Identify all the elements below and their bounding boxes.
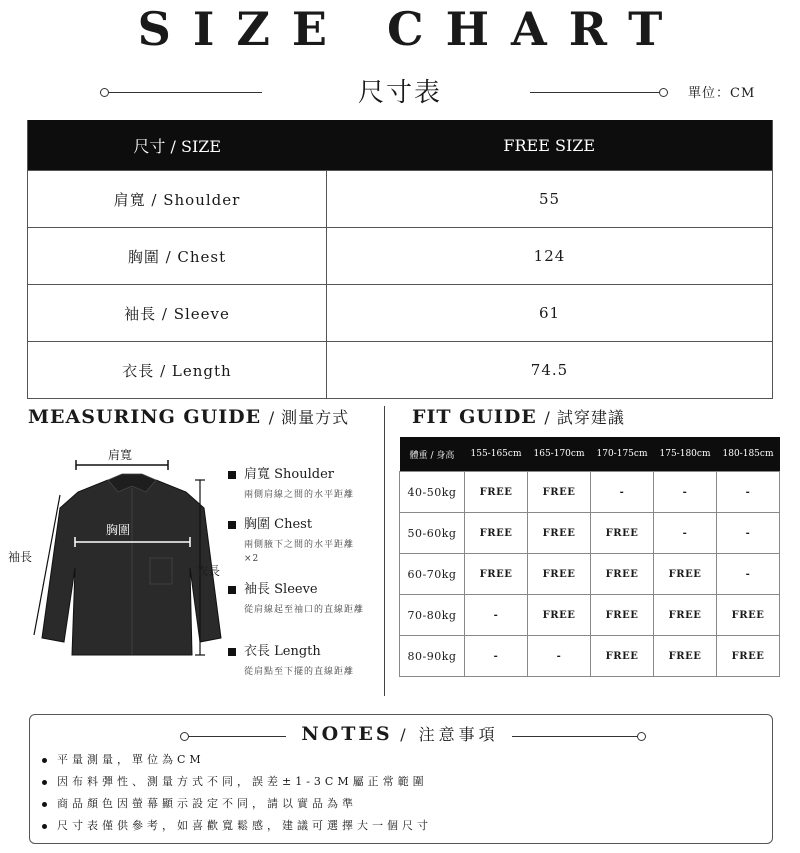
fit-cell: FREE	[528, 513, 591, 554]
measure-item-desc: ×2	[244, 554, 260, 564]
table-row	[400, 513, 780, 554]
table-row	[28, 285, 773, 342]
page-subtitle: 尺寸表	[357, 78, 442, 108]
measuring-guide-title-zh: / 測量方式	[268, 408, 350, 427]
fit-cell: -	[717, 513, 780, 554]
fit-corner-header: 體重 / 身高	[400, 437, 465, 472]
note-item	[42, 751, 205, 767]
size-table	[27, 120, 773, 399]
fit-cell: FREE	[528, 595, 591, 636]
diagram-chest-label: 胸圍	[106, 523, 131, 537]
note-text: 因布料彈性、測量方式不同，誤差±1-3CM屬正常範圍	[57, 775, 428, 788]
measure-item	[228, 463, 354, 500]
fit-cell: -	[528, 636, 591, 677]
table-row	[400, 472, 780, 513]
row-value: 55	[327, 171, 773, 228]
diagram-shoulder-label: 肩寬	[108, 448, 133, 462]
fit-cell: FREE	[654, 554, 717, 595]
table-row	[28, 342, 773, 399]
measure-item-desc: 兩側腋下之間的水平距離	[244, 540, 355, 550]
fit-cell: FREE	[465, 472, 528, 513]
fit-cell: FREE	[591, 636, 654, 677]
free-size-col-header: FREE SIZE	[327, 120, 773, 171]
size-col-header: 尺寸 / SIZE	[28, 120, 327, 171]
fit-guide-title-zh: / 試穿建議	[544, 408, 625, 427]
height-header: 165-170cm	[528, 437, 591, 472]
notes-title-en: NOTES	[301, 723, 393, 745]
measure-item-desc: 兩側肩線之間的水平距離	[244, 490, 355, 500]
row-value: 74.5	[327, 342, 773, 399]
fit-cell: FREE	[717, 595, 780, 636]
note-item	[42, 817, 432, 833]
note-item	[42, 795, 357, 811]
fit-cell: -	[717, 472, 780, 513]
table-row	[400, 595, 780, 636]
height-header: 155-165cm	[465, 437, 528, 472]
measuring-guide-title	[28, 405, 349, 428]
measure-item-desc: 從肩線起至袖口的直線距離	[244, 605, 365, 615]
page-title: SIZE CHART	[137, 2, 685, 56]
measure-item-desc: 從肩點至下擺的直線距離	[244, 667, 355, 677]
fit-cell: -	[654, 472, 717, 513]
fit-cell: FREE	[717, 636, 780, 677]
weight-cell: 40-50kg	[400, 472, 465, 513]
row-label: 衣長 / Length	[28, 342, 327, 399]
height-header: 175-180cm	[654, 437, 717, 472]
fit-cell: FREE	[654, 595, 717, 636]
row-label: 胸圍 / Chest	[28, 228, 327, 285]
weight-cell: 60-70kg	[400, 554, 465, 595]
diagram-length-label: 衣長	[196, 564, 221, 578]
table-row	[400, 636, 780, 677]
size-table-header	[28, 120, 773, 171]
note-item	[42, 773, 428, 789]
measure-item-name: 肩寬 Shoulder	[244, 467, 334, 482]
height-header: 180-185cm	[717, 437, 780, 472]
measure-item-name: 袖長 Sleeve	[244, 582, 318, 597]
diagram-sleeve-label: 袖長	[8, 550, 33, 564]
note-text: 商品顏色因螢幕顯示設定不同，請以實品為準	[57, 797, 357, 810]
weight-cell: 70-80kg	[400, 595, 465, 636]
row-label: 肩寬 / Shoulder	[28, 171, 327, 228]
divider-right	[530, 92, 664, 93]
row-label: 袖長 / Sleeve	[28, 285, 327, 342]
fit-cell: FREE	[591, 595, 654, 636]
row-value: 61	[327, 285, 773, 342]
measuring-guide-title-en: MEASURING GUIDE	[28, 406, 262, 428]
notes-title	[0, 722, 800, 745]
table-row	[28, 171, 773, 228]
weight-cell: 80-90kg	[400, 636, 465, 677]
fit-cell: -	[717, 554, 780, 595]
fit-cell: FREE	[591, 513, 654, 554]
fit-table	[399, 437, 780, 677]
notes-title-zh: / 注意事項	[400, 725, 499, 744]
fit-cell: -	[465, 595, 528, 636]
fit-guide-title-en: FIT GUIDE	[412, 406, 537, 428]
note-text: 尺寸表僅供參考，如喜歡寬鬆感，建議可選擇大一個尺寸	[57, 819, 432, 832]
fit-cell: FREE	[591, 554, 654, 595]
measure-item	[228, 578, 364, 615]
fit-guide-title	[412, 405, 625, 428]
note-text: 平量測量，單位為CM	[57, 753, 205, 766]
fit-cell: -	[591, 472, 654, 513]
table-row	[28, 228, 773, 285]
weight-cell: 50-60kg	[400, 513, 465, 554]
fit-cell: -	[465, 636, 528, 677]
fit-cell: FREE	[528, 472, 591, 513]
fit-cell: FREE	[465, 513, 528, 554]
table-row	[400, 554, 780, 595]
fit-cell: -	[654, 513, 717, 554]
fit-cell: FREE	[528, 554, 591, 595]
fit-table-header	[400, 437, 780, 472]
measure-item	[228, 640, 354, 677]
measure-item-name: 胸圍 Chest	[244, 517, 313, 532]
height-header: 170-175cm	[591, 437, 654, 472]
row-value: 124	[327, 228, 773, 285]
unit-label: 單位：CM	[688, 86, 756, 101]
shirt-icon	[42, 474, 221, 655]
shirt-diagram	[20, 440, 230, 670]
section-divider	[384, 406, 385, 696]
fit-cell: FREE	[465, 554, 528, 595]
measure-item	[228, 513, 354, 564]
measure-item-name: 衣長 Length	[244, 644, 321, 659]
fit-cell: FREE	[654, 636, 717, 677]
